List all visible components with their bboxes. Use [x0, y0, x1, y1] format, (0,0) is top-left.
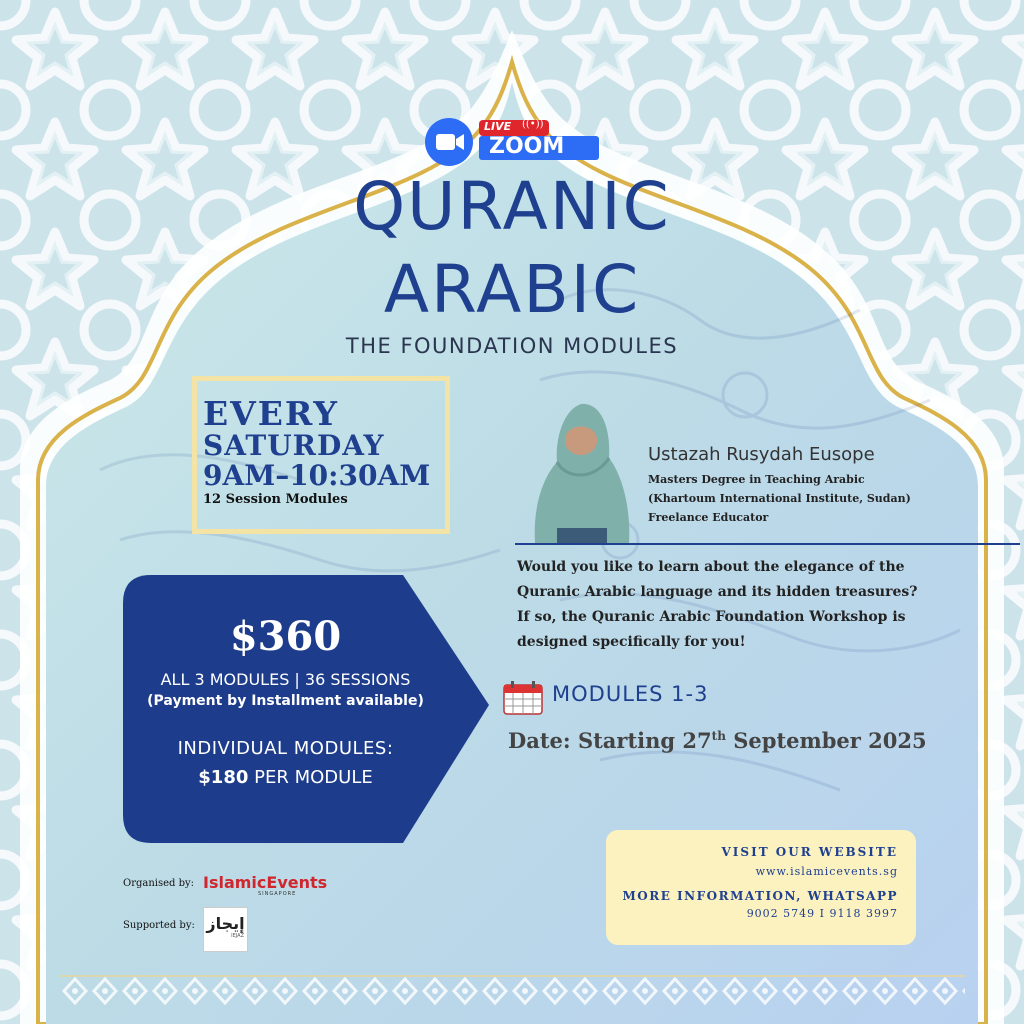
individual-price-line [123, 767, 448, 788]
individual-unit: PER MODULE [254, 767, 373, 788]
modules-label: MODULES 1-3 [552, 682, 709, 706]
whatsapp-label: MORE INFORMATION, WHATSAPP [622, 889, 898, 903]
start-date-ordinal: th [711, 729, 726, 743]
supporter-logo-text: إيجاز [206, 914, 245, 933]
price-installment: (Payment by Installment available) [147, 693, 424, 709]
schedule-sessions: 12 Session Modules [203, 492, 348, 507]
supporter-logo-sub: IEJAZ [231, 933, 244, 939]
start-date-prefix: Date: Starting 27 [508, 728, 712, 753]
schedule-day: SATURDAY [203, 429, 385, 462]
organiser-logo-sub: SINGAPORE [258, 891, 297, 897]
website-label: VISIT OUR WEBSITE [721, 845, 898, 859]
whatsapp-numbers: 9002 5749 I 9118 3997 [746, 907, 898, 920]
website-url[interactable]: www.islamicevents.sg [755, 865, 898, 878]
organiser-logo: IslamicEvents [203, 873, 328, 892]
supporter-label: Supported by: [123, 920, 195, 931]
description [517, 555, 1017, 655]
title-line-2: ARABIC [383, 251, 641, 328]
teacher-credential-degree: Masters Degree in Teaching Arabic [648, 473, 865, 486]
zoom-label: ZOOM [489, 134, 565, 159]
supporter-logo [203, 907, 248, 952]
organiser-label: Organised by: [123, 878, 195, 889]
live-label: LIVE [484, 120, 512, 133]
individual-price: $180 [198, 767, 249, 788]
price-amount: $360 [229, 613, 342, 660]
schedule-time: 9AM–10:30AM [203, 459, 431, 492]
description-line: designed specifically for you! [517, 634, 746, 650]
teacher-credential-institute: (Khartoum International Institute, Sudan) [648, 492, 911, 505]
footer-ornament [60, 975, 965, 1007]
description-line: Would you like to learn about the elegance of the [517, 559, 905, 575]
description-line: If so, the Quranic Arabic Foundation Workshop is [517, 609, 906, 625]
calendar-icon [503, 681, 543, 715]
schedule-every: EVERY [203, 394, 339, 433]
title-line-1: QURANIC [353, 168, 671, 245]
start-date [508, 728, 927, 753]
teacher-portrait [527, 400, 635, 543]
teacher-credential-role: Freelance Educator [648, 511, 769, 524]
price-bundle: ALL 3 MODULES | 36 SESSIONS [160, 670, 411, 689]
start-date-rest: September 2025 [725, 728, 927, 753]
subtitle: THE FOUNDATION MODULES [345, 334, 679, 358]
divider-rule [515, 543, 1020, 545]
teacher-name: Ustazah Rusydah Eusope [648, 444, 875, 465]
description-line: Quranic Arabic language and its hidden treasures? [517, 584, 918, 600]
live-signal-icon: ((•)) [522, 119, 544, 130]
individual-label: INDIVIDUAL MODULES: [177, 738, 394, 759]
